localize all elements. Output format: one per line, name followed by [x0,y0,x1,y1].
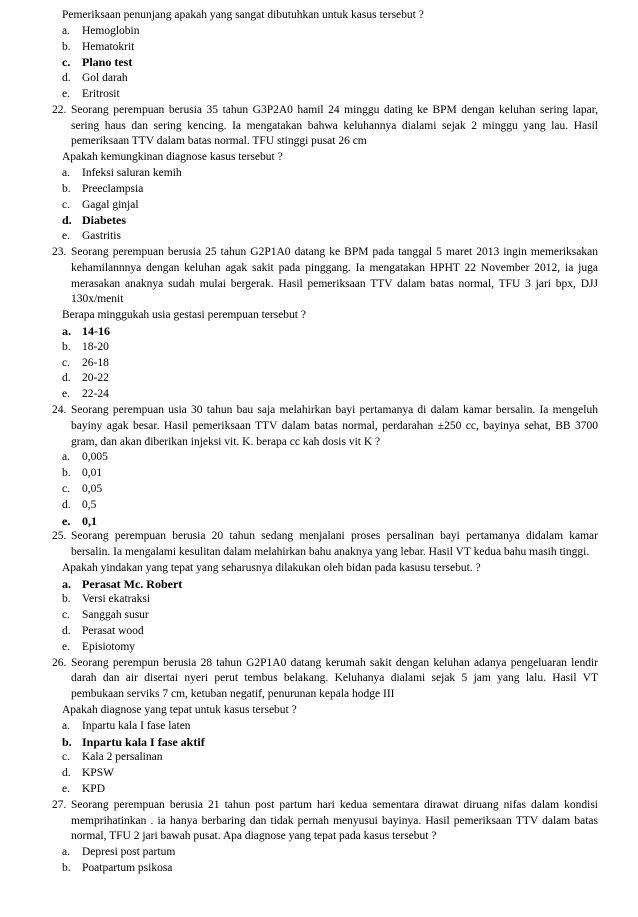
option-list [54,24,598,103]
option-letter: b. [62,467,71,480]
option-letter: d. [62,625,71,638]
question-number: 27. [52,798,67,811]
question-text: Seorang perempuan berusia 35 tahun G3P2A0 hamil 24 minggu dating ke BPM dengan keluhan sering lapar, sering haus dan sering kencing. Ia mengatakan bahwa keluhannya dialami sejak 2 minggu yang lau. Hasil pemeriksaan TTV dalam batas normal. TFU stinggi pusat 26 cm [71,103,598,148]
question-text: Seorang perempun berusia 28 tahun G2P1A0 datang kerumah sakit dengan keluhan adanya pengeluaran lendir darah dan air disertai nyeri perut tembus belakang. Keluhanya dialami sejak 5 jam yang lalu. Hasil VT pembukaan serviks 7 cm, ketuban negatif, penurunan kepala hodge III [71,656,598,701]
option-letter: c. [62,482,70,495]
answer-option [54,324,598,340]
option-text: 0,01 [82,467,103,480]
option-text: Perasat Mc. Robert [82,576,183,591]
question-stem: Berapa minggukah usia gestasi perempuan tersebut ? [62,309,306,322]
option-text: Inpartu kala I fase laten [82,719,191,732]
question-block [54,798,598,877]
question-body [54,103,598,150]
answer-option [54,861,598,877]
option-letter: a. [62,24,70,37]
question-text: Seorang perempuan berusia 21 tahun post partum hari kedua sementara dirawat diruang nifas dalam kondisi memprihatinkan . ia hanya berbaring dan tidak pernah menyusui bayinya. Hasil pemeriksaan TTV dalam batas normal, TFU 2 jari bawah pusat. Apa diagnose yang tepat pada kasus tersebut ? [71,798,598,843]
previous-question-tail [54,8,598,103]
question-text: Seorang perempuan berusia 20 tahun sedang menjalani proses persalinan bayi pertamanya didalam kamar bersalin. Ia mengalami kesulitan dalam melahirkan bahu anaknya yang lebar. Hasil VT kedua bahu masih tinggi. [71,530,598,559]
option-letter: c. [62,356,70,369]
question-number: 22. [52,103,67,116]
option-text: Sanggah susur [82,609,149,622]
option-text: Plano test [82,55,133,70]
option-letter: b. [62,593,71,606]
answer-option [54,608,598,624]
question-body [54,656,598,703]
option-letter: b. [62,40,71,53]
question-list [54,103,598,877]
option-text: Diabetes [82,213,126,228]
answer-option [54,450,598,466]
question-block [54,656,598,798]
answer-option [54,782,598,798]
question-stem: Apakah yindakan yang tepat yang seharusnya dilakukan oleh bidan pada kasusu tersebut. ? [62,561,481,574]
option-text: Gastritis [82,230,121,243]
option-letter: d. [62,372,71,385]
option-letter: b. [62,182,71,195]
option-letter: d. [62,498,71,511]
question-text: Seorang perempuan berusia 25 tahun G2P1A0 datang ke BPM pada tanggal 5 maret 2013 ingin memeriksakan kehamilannnya dengan keluhan agak sakit pada pinggang. Ia mengatakan HPHT 22 November 2012, ia juga merasakan anaknya sudah mulai bergerak. Hasil pemeriksaan TTV dalam batas normal, TFU 3 jari bpx, DJJ 130x/menit [71,245,598,306]
answer-option [54,498,598,514]
answer-option [54,592,598,608]
question-stem: Apakah kemungkinan diagnose kasus tersebut ? [62,151,283,164]
option-letter: d. [62,72,71,85]
answer-option [54,577,598,593]
answer-option [54,482,598,498]
option-letter: c. [62,198,70,211]
option-letter: b. [62,340,71,353]
option-letter: e. [62,87,70,100]
question-body [54,403,598,450]
option-text: Preeclampsia [82,182,144,195]
answer-option [54,750,598,766]
option-letter: a. [62,719,70,732]
option-text: 0,1 [82,513,97,528]
option-text: Gol darah [82,72,128,85]
answer-option [54,735,598,751]
answer-option [54,356,598,372]
answer-option [54,387,598,403]
option-text: KPD [82,783,106,796]
question-number: 24. [52,403,67,416]
answer-option [54,182,598,198]
option-text: Perasat wood [82,625,144,638]
answer-option [54,719,598,735]
option-letter: b. [62,734,72,749]
option-text: 0,5 [82,498,97,511]
option-text: Gagal ginjal [82,198,139,211]
question-block [54,403,598,529]
question-body [54,529,598,561]
answer-option [54,340,598,356]
option-list [54,450,598,529]
option-text: 0,05 [82,482,103,495]
answer-option [54,24,598,40]
option-letter: a. [62,323,71,338]
answer-option [54,514,598,530]
option-letter: d. [62,213,72,228]
option-letter: a. [62,451,70,464]
answer-option [54,845,598,861]
answer-option [54,229,598,245]
option-text: 18-20 [82,340,109,353]
question-body [54,245,598,308]
option-letter: a. [62,576,71,591]
option-text: Infeksi saluran kemih [82,166,182,179]
option-text: 26-18 [82,356,109,369]
option-text: Inpartu kala I fase aktif [82,734,205,749]
option-text: 20-22 [82,372,109,385]
answer-option [54,198,598,214]
question-stem: Apakah diagnose yang tepat untuk kasus tersebut ? [62,704,297,717]
answer-option [54,213,598,229]
question-number: 26. [52,656,67,669]
option-letter: e. [62,640,70,653]
option-letter: c. [62,609,70,622]
option-letter: e. [62,388,70,401]
option-letter: e. [62,783,70,796]
option-text: Episiotomy [82,640,136,653]
answer-option [54,87,598,103]
option-text: Kala 2 persalinan [82,751,163,764]
option-list [54,719,598,798]
answer-option [54,766,598,782]
option-letter: b. [62,862,71,875]
option-list [54,166,598,245]
option-text: 22-24 [82,388,109,401]
question-number: 25. [52,530,67,543]
option-letter: a. [62,166,70,179]
option-list [54,324,598,403]
answer-option [54,640,598,656]
option-letter: e. [62,513,71,528]
option-text: Depresi post partum [82,846,176,859]
option-text: Hemoglobin [82,24,140,37]
answer-option [54,55,598,71]
option-letter: c. [62,751,70,764]
option-list [54,845,598,877]
option-text: KPSW [82,767,114,780]
question-block [54,529,598,655]
option-text: Eritrosit [82,87,120,100]
question-text: Seorang perempuan usia 30 tahun bau saja melahirkan bayi pertamanya di dalam kamar bersalin. Ia mengeluh bayiny agak besar. Hasil pemeriksaan TTV dalam batas normal, perdarahan ±250 cc, bayinya sehat, BB 3700 gram, dan akan diberikan injeksi vit. K. berapa cc kah dosis vit K ? [71,403,598,448]
answer-option [54,166,598,182]
answer-option [54,71,598,87]
option-text: Poatpartum psikosa [82,862,173,875]
option-letter: e. [62,230,70,243]
option-letter: c. [62,55,71,70]
option-text: Versi ekatraksi [82,593,151,606]
answer-option [54,40,598,56]
question-stem: Pemeriksaan penunjang apakah yang sangat dibutuhkan untuk kasus tersebut ? [62,9,424,21]
answer-option [54,624,598,640]
option-list [54,577,598,656]
option-text: Hematokrit [82,40,135,53]
answer-option [54,371,598,387]
question-body [54,798,598,845]
question-number: 23. [52,245,67,258]
option-text: 0,005 [82,451,108,464]
option-letter: a. [62,846,70,859]
option-letter: d. [62,767,71,780]
question-block [54,245,598,403]
answer-option [54,466,598,482]
option-text: 14-16 [82,323,110,338]
question-block [54,103,598,245]
